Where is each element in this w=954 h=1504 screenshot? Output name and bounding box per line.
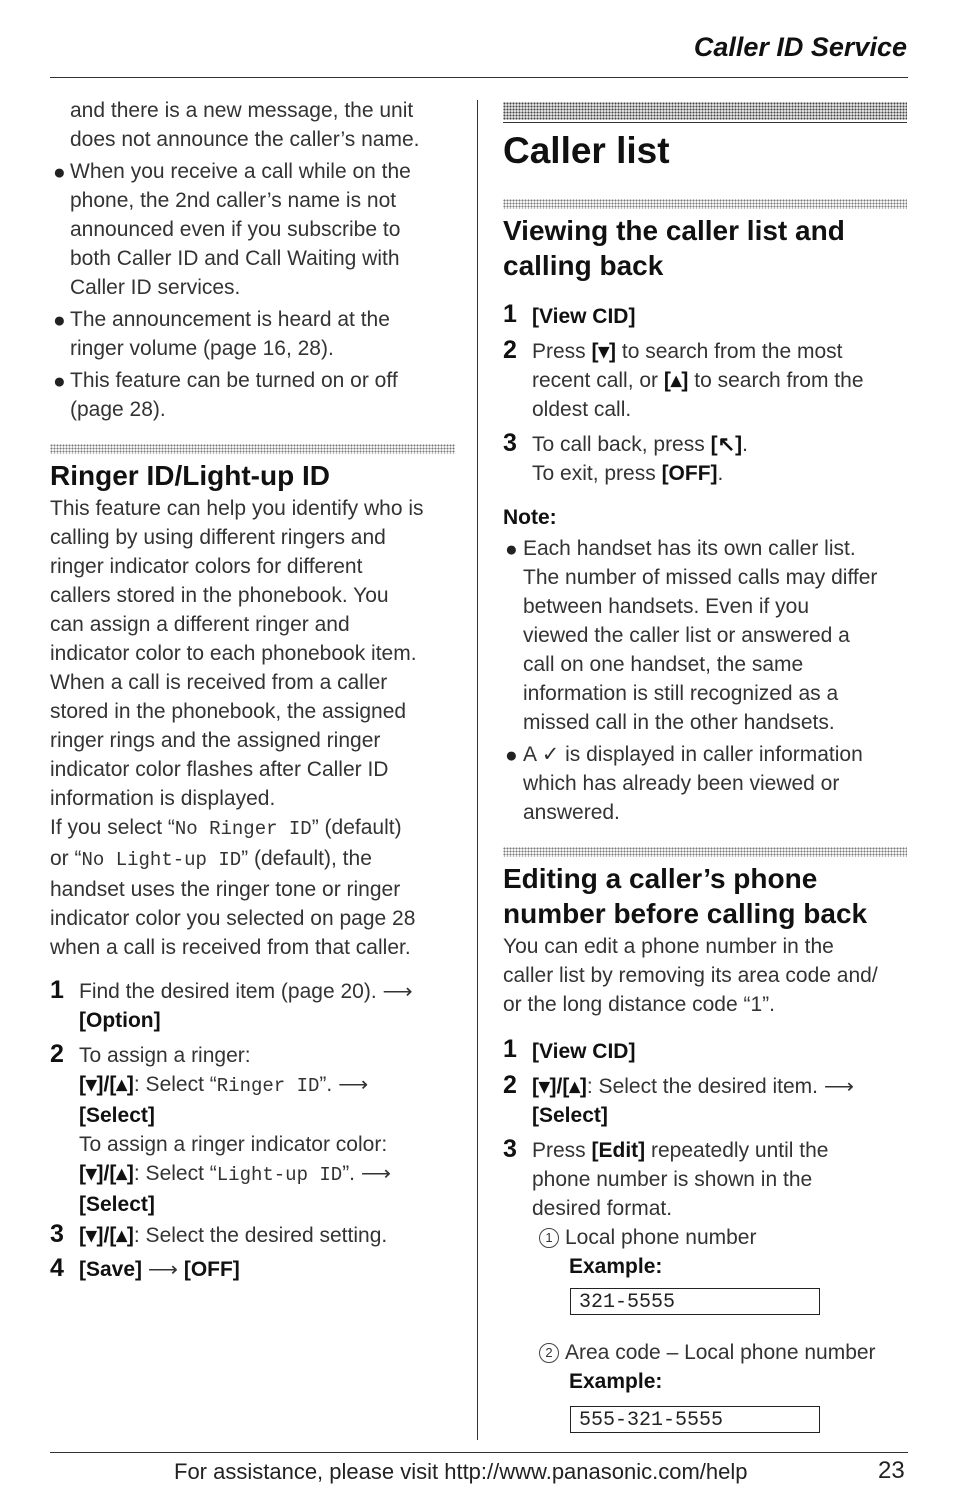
navigator-keys: [▾]/[▴] [79, 1162, 134, 1185]
step-number: 1 [503, 1035, 517, 1063]
text-line: indicator color you selected on page 28 [50, 907, 416, 930]
text-line: This feature can be turned on or off [70, 369, 398, 392]
bullet-item [70, 366, 470, 424]
page-title: Caller list [503, 130, 670, 171]
talk-key-icon: [↖] [710, 433, 743, 456]
example-label: Example: [569, 1370, 663, 1393]
text-line: To assign a ringer: [79, 1044, 251, 1067]
section-divider-dots [503, 847, 907, 857]
view-cid-key: [View CID] [532, 1040, 636, 1063]
text-line: calling by using different ringers and [50, 526, 386, 549]
option-1 [539, 1223, 909, 1252]
off-key: [OFF] [661, 462, 718, 485]
text-line [532, 366, 912, 395]
select-key: [Select] [532, 1104, 608, 1127]
text-fragment: : Select the desired item. [586, 1075, 819, 1098]
view-cid-key: [View CID] [532, 305, 636, 328]
text-fragment: or “ [50, 847, 82, 870]
edit-step-3 [532, 1136, 912, 1223]
bullet-dot: ● [505, 538, 518, 561]
circled-number-icon: 2 [539, 1343, 559, 1363]
heading-line: Editing a caller’s phone [503, 863, 818, 894]
step-number: 3 [503, 429, 517, 457]
navigator-keys: [▾]/[▴] [79, 1224, 134, 1247]
text-fragment: . [742, 433, 749, 456]
text-line: indicator color to each phonebook item. [50, 642, 417, 665]
text-line: viewed the caller list or answered a [523, 624, 850, 647]
text-line: ringer volume (page 16, 28). [70, 337, 334, 360]
example-display: 555-321-5555 [570, 1406, 820, 1433]
text-line [50, 813, 460, 844]
text-line: The announcement is heard at the [70, 308, 390, 331]
text-line: answered. [523, 801, 620, 824]
navigator-keys: [▾]/[▴] [79, 1073, 134, 1096]
step-4 [79, 1255, 459, 1284]
text-fragment: Press [532, 340, 592, 363]
text-line: when a call is received from that caller. [50, 936, 411, 959]
text-fragment: to search from the [688, 369, 864, 392]
option-key: [Option] [79, 1009, 161, 1032]
edit-body [503, 932, 913, 1019]
text-fragment: ”. [319, 1073, 333, 1096]
edit-heading [503, 861, 907, 931]
arrow-icon: ⟶ [382, 980, 413, 1003]
text-line: stored in the phonebook, the assigned [50, 700, 407, 723]
text-line: You can edit a phone number in the [503, 935, 834, 958]
lcd-text: Light-up ID [216, 1164, 343, 1186]
text-fragment: to search from the most [616, 340, 843, 363]
page-number: 23 [878, 1457, 905, 1484]
text-line: ringer rings and the assigned ringer [50, 729, 381, 752]
bullet-item [70, 157, 470, 302]
text-line: or the long distance code “1”. [503, 993, 775, 1016]
text-fragment: To exit, press [532, 462, 662, 485]
select-key: [Select] [79, 1104, 155, 1127]
text-line: When a call is received from a caller [50, 671, 388, 694]
text-line: oldest call. [532, 398, 632, 421]
arrow-icon: ⟶ [147, 1258, 178, 1281]
step-number: 2 [503, 336, 517, 364]
option-2 [539, 1338, 914, 1367]
bullet-dot: ● [53, 161, 66, 184]
text-fragment: recent call, or [532, 369, 664, 392]
view-heading [503, 213, 907, 283]
arrow-icon: ⟶ [823, 1075, 854, 1098]
text-line [532, 1136, 912, 1165]
up-key: [▴] [663, 369, 689, 392]
text-line [532, 430, 912, 459]
text-line: ringer indicator colors for different [50, 555, 363, 578]
text-line: phone number is shown in the [532, 1168, 813, 1191]
text-fragment: Press [532, 1139, 592, 1162]
circled-number-icon: 1 [539, 1228, 559, 1248]
bullet-dot: ● [53, 309, 66, 332]
text-line: handset uses the ringer tone or ringer [50, 878, 401, 901]
arrow-icon: ⟶ [338, 1073, 369, 1096]
text-line [523, 740, 913, 769]
heading-line: Viewing the caller list and [503, 215, 845, 246]
footer-rule [50, 1452, 908, 1453]
example-label: Example: [569, 1255, 663, 1278]
text-line: can assign a different ringer and [50, 613, 350, 636]
navigator-keys: [▾]/[▴] [532, 1075, 587, 1098]
bullet-item [70, 305, 470, 363]
step-number: 2 [50, 1040, 64, 1068]
step-2 [79, 1041, 459, 1219]
step-number: 3 [503, 1135, 517, 1163]
text-line [79, 1159, 459, 1190]
lcd-text: No Light-up ID [81, 849, 242, 871]
text-line: When you receive a call while on the [70, 160, 411, 183]
text-line: missed call in the other handsets. [523, 711, 835, 734]
text-fragment: ” (default) [311, 816, 402, 839]
text-line: callers stored in the phonebook. You [50, 584, 389, 607]
text-line [532, 1072, 912, 1101]
text-fragment: : Select “ [133, 1162, 217, 1185]
text-line: does not announce the caller’s name. [70, 128, 420, 151]
step-3 [79, 1221, 459, 1250]
text-fragment: : Select the desired setting. [133, 1224, 388, 1247]
text-line: phone, the 2nd caller’s name is not [70, 189, 397, 212]
arrow-icon: ⟶ [360, 1162, 391, 1185]
text-fragment: A [523, 743, 542, 766]
note-bullet [523, 740, 913, 827]
assistance-text: For assistance, please visit http://www.panasonic.com/help [174, 1459, 748, 1484]
edit-key: [Edit] [591, 1139, 646, 1162]
intro-text [70, 96, 470, 154]
save-key: [Save] [79, 1258, 143, 1281]
text-line: between handsets. Even if you [523, 595, 810, 618]
step-number: 4 [50, 1254, 64, 1282]
text-fragment: repeatedly until the [645, 1139, 829, 1162]
text-line: information is displayed. [50, 787, 276, 810]
text-line: Caller ID services. [70, 276, 241, 299]
text-line: call on one handset, the same [523, 653, 804, 676]
text-fragment: Area code – Local phone number [565, 1341, 876, 1364]
lcd-text: No Ringer ID [174, 818, 312, 840]
text-fragment: If you select “ [50, 816, 175, 839]
header-rule [50, 77, 908, 78]
section-divider-dots [503, 199, 907, 209]
step-number: 2 [503, 1071, 517, 1099]
text-fragment: To call back, press [532, 433, 711, 456]
edit-step-2 [532, 1072, 912, 1130]
section-divider-dots [50, 444, 455, 454]
ringer-body [50, 494, 460, 962]
view-step-2 [532, 337, 912, 424]
text-line: both Caller ID and Call Waiting with [70, 247, 400, 270]
note-label: Note: [503, 506, 557, 529]
text-line: and there is a new message, the unit [70, 99, 414, 122]
lcd-text: Ringer ID [216, 1075, 320, 1097]
step-number: 1 [50, 976, 64, 1004]
text-line: Each handset has its own caller list. [523, 537, 856, 560]
bullet-dot: ● [505, 744, 518, 767]
text-line: This feature can help you identify who is [50, 497, 424, 520]
text-line: information is still recognized as a [523, 682, 839, 705]
off-key: [OFF] [183, 1258, 240, 1281]
heading-line: calling back [503, 250, 664, 281]
text-line: desired format. [532, 1197, 673, 1220]
text-line [532, 459, 912, 488]
text-line: To assign a ringer indicator color: [79, 1133, 388, 1156]
step-number: 3 [50, 1220, 64, 1248]
text-fragment: . [717, 462, 724, 485]
ringer-heading: Ringer ID/Light-up ID [50, 460, 330, 491]
text-line [50, 844, 460, 875]
down-key: [▾] [591, 340, 617, 363]
text-fragment: Local phone number [565, 1226, 757, 1249]
example-display: 321-5555 [570, 1288, 820, 1315]
text-line: which has already been viewed or [523, 772, 840, 795]
text-line [79, 1070, 459, 1101]
view-step-3 [532, 430, 912, 488]
text-fragment: Find the desired item (page 20). [79, 980, 377, 1003]
text-fragment: ”. [342, 1162, 356, 1185]
text-line: The number of missed calls may differ [523, 566, 878, 589]
checkmark-icon: ✓ [541, 743, 560, 766]
text-line: indicator color flashes after Caller ID [50, 758, 389, 781]
text-line: (page 28). [70, 398, 166, 421]
text-fragment: : Select “ [133, 1073, 217, 1096]
text-line [532, 337, 912, 366]
step-1 [79, 977, 459, 1035]
title-bar-dots [503, 102, 907, 120]
bullet-dot: ● [53, 370, 66, 393]
title-rule [503, 122, 907, 123]
heading-line: number before calling back [503, 898, 868, 929]
text-line: announced even if you subscribe to [70, 218, 401, 241]
text-line: caller list by removing its area code and/ [503, 964, 878, 987]
column-divider [477, 100, 478, 1440]
note-bullet [523, 534, 913, 737]
text-line [79, 977, 459, 1006]
step-number: 1 [503, 300, 517, 328]
section-title: Caller ID Service [693, 32, 907, 62]
text-fragment: is displayed in caller information [559, 743, 863, 766]
select-key: [Select] [79, 1193, 155, 1216]
text-fragment: ” (default), the [241, 847, 372, 870]
